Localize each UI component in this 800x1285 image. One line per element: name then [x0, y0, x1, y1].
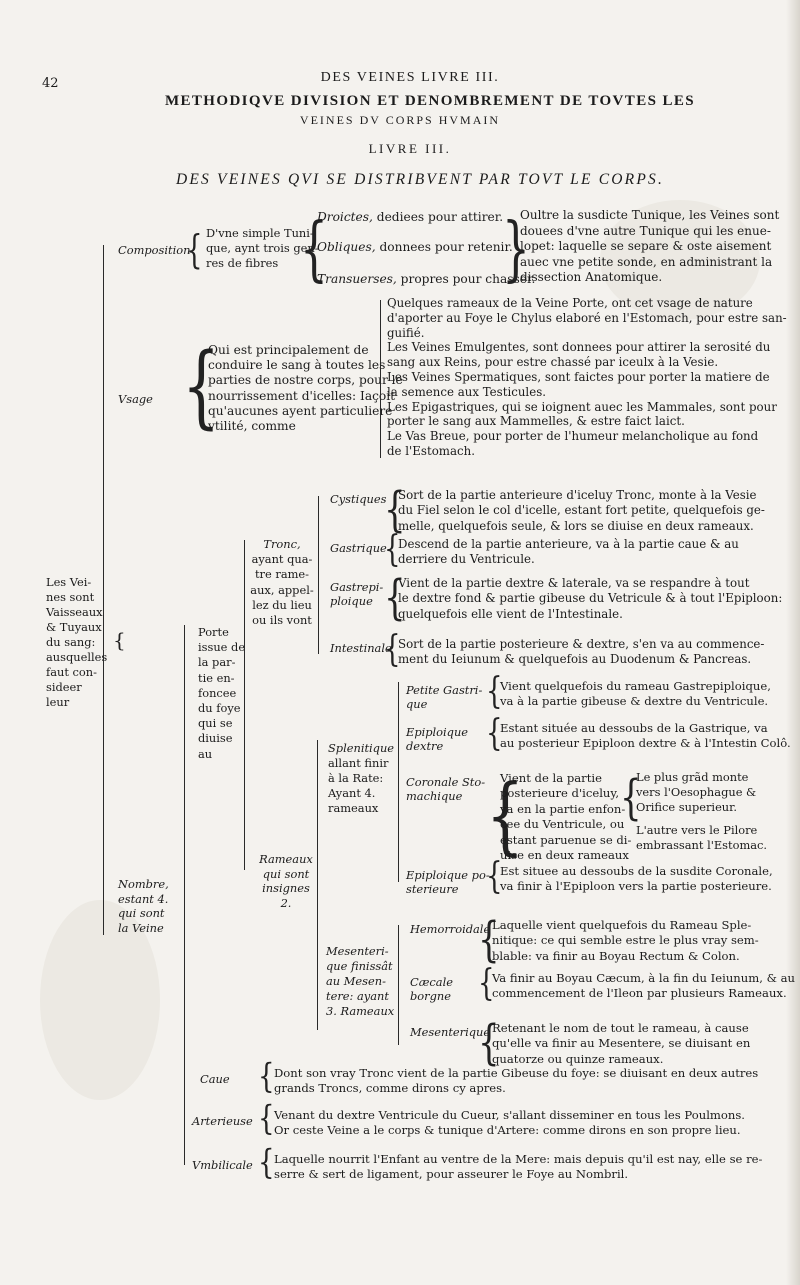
nombre-line: estant 4.: [118, 891, 169, 906]
branch-text-line: melle, quelquefois seule, & lors se diuise en deux rameaux.: [398, 518, 754, 533]
porte-line: diuise: [198, 731, 233, 746]
porte-line: Porte: [198, 625, 229, 639]
coronale-sub-line: embrassant l'Estomac.: [636, 838, 768, 852]
composition-label: Composition: [118, 243, 191, 257]
branch-brace: {: [478, 912, 500, 968]
branch-text-line: Vient quelquefois du rameau Gastrepiploique,: [500, 679, 771, 693]
usage-desc-line: Qui est principalement de: [208, 343, 369, 357]
branch-name-line: Epiploique po-: [406, 868, 490, 882]
root-line: & Tuyaux: [46, 620, 102, 634]
fibre-name: Droictes,: [317, 210, 373, 224]
porte-line: du foye: [198, 701, 241, 716]
branch-text-line: va finir à l'Epiploon vers la partie posterieure.: [500, 879, 772, 894]
mesenterique-line: Mesenteri-: [326, 944, 389, 958]
porte-line: issue de: [198, 640, 246, 655]
composition-note-line: auec vne petite sonde, en administrant la: [520, 254, 773, 269]
composition-desc-line: D'vne simple Tuni-: [206, 226, 314, 240]
composition-desc-line: res de fibres: [206, 256, 279, 270]
branch-name-line: Coronale Sto-: [406, 775, 486, 789]
splenitique-line: rameaux: [328, 801, 379, 815]
porte-line: qui se: [198, 716, 233, 731]
root-line: faut con-: [46, 665, 97, 679]
branch-text-line: quatorze ou quinze rameaux.: [492, 1051, 664, 1066]
fibre-purpose: propres pour chasser.: [396, 272, 536, 286]
mesenterique-line: tere: ayant: [326, 989, 389, 1003]
other-vein-brace: {: [258, 1099, 275, 1139]
branch-text-line: blable: va finir au Boyau Rectum & Colon.: [492, 948, 740, 963]
branch-text-line: nitique: ce qui semble estre le plus vray sem-: [492, 933, 759, 948]
branch-text-line: derriere du Ventricule.: [398, 552, 535, 567]
branch-text-line: cee du Ventricule, ou: [500, 817, 625, 832]
branch-text-line: Descend de la partie anterieure, va à la partie caue & au: [398, 537, 739, 551]
branch-name-line: Gastrepi-: [330, 580, 384, 594]
usage-item-line: Les Veines Spermatiques, sont faictes pour porter la matiere de: [387, 369, 770, 384]
other-vein-text-line: Or ceste Veine a le corps & tunique d'Artere: comme dirons en son propre lieu.: [274, 1123, 741, 1138]
branch-name-line: Petite Gastri-: [406, 683, 483, 697]
running-head: DES VEINES LIVRE III.: [320, 70, 500, 85]
nombre-line: la Veine: [118, 920, 164, 935]
tronc-line: lez du lieu: [252, 597, 312, 612]
other-vein-brace: {: [258, 1057, 275, 1097]
branch-brace: {: [486, 713, 503, 755]
usage-item-line: Quelques rameaux de la Veine Porte, ont cet vsage de nature: [387, 296, 753, 310]
nombre-line: qui sont: [118, 906, 165, 920]
branch-text-line: Vient de la partie dextre & laterale, va se respandre à tout: [398, 576, 750, 590]
tronc-line: Tronc,: [263, 537, 301, 551]
tronc-line: tre rame-: [254, 567, 309, 582]
composition-note-line: Oultre la susdicte Tunique, les Veines sont: [520, 208, 780, 222]
root-line: leur: [46, 695, 70, 709]
splenitique-line: Splenitique: [328, 741, 395, 755]
root-line: nes sont: [46, 590, 95, 604]
fibre-purpose: donnees pour retenir.: [375, 240, 513, 254]
porte-line: la par-: [198, 655, 236, 670]
splenitique-line: allant finir: [328, 756, 389, 770]
branch-text-line: va à la partie gibeuse & dextre du Ventricule.: [500, 694, 769, 709]
branch-name-line: machique: [406, 789, 463, 803]
rameaux-line: insignes: [262, 881, 310, 895]
coronale-sub-line: vers l'Oesophague &: [636, 785, 757, 799]
page-number: 42: [42, 76, 59, 91]
root-line: Les Vei-: [46, 575, 92, 589]
branch-text-line: Vient de la partie: [500, 771, 602, 785]
other-vein-text: [274, 1108, 774, 1139]
branch-brace: {: [486, 856, 503, 898]
splenitique-line: Ayant 4.: [328, 786, 376, 800]
coronale-sub-brace: {: [620, 770, 642, 826]
branch-text-line: au posterieur Epiploon dextre & à l'Intestin Colô.: [500, 736, 791, 751]
splenitique-line: à la Rate:: [328, 771, 384, 785]
branch-text-line: commencement de l'Ileon par plusieurs Rameaux.: [492, 986, 787, 1001]
usage-desc-line: qu'aucunes ayent particuliere: [208, 403, 393, 418]
fibres-brace: {: [300, 208, 328, 291]
title-line-1: METHODIQVE DIVISION ET DENOMBREMENT DE TOVTES LES: [164, 93, 696, 109]
branch-text-line: du Fiel selon le col d'icelle, estant fort petite, quelquefois ge-: [398, 503, 765, 518]
branch-text-line: quelquefois elle vient de l'Intestinale.: [398, 606, 623, 621]
note-brace: {: [502, 208, 530, 291]
branch-brace: {: [384, 529, 401, 571]
branch-brace: {: [384, 570, 406, 626]
other-vein-text-line: Dont son vray Tronc vient de la partie Gibeuse du foye: se diuisant en deux autres: [274, 1066, 759, 1080]
composition-brace: {: [186, 228, 203, 274]
nombre-line: Nombre,: [118, 877, 169, 891]
tronc-line: ayant qua-: [251, 552, 313, 567]
livre-label: LIVRE III.: [368, 141, 452, 156]
other-vein-text-line: Venant du dextre Ventricule du Cueur, s'allant disseminer en tous les Poulmons.: [274, 1108, 745, 1122]
composition-note-line: dissection Anatomique.: [520, 270, 663, 284]
coronale-sub-line: Orifice superieur.: [636, 800, 737, 814]
other-vein-text: [274, 1152, 774, 1183]
branch-name-line: borgne: [410, 989, 451, 1003]
root-term: [46, 575, 116, 710]
usage-item-line: d'aporter au Foye le Chylus elaboré en l'Estomach, pour estre san-: [387, 310, 787, 325]
branch-text-line: Retenant le nom de tout le rameau, à cause: [492, 1021, 749, 1035]
usage-desc-line: parties de nostre corps, pour le: [208, 373, 403, 388]
nombre-label: [118, 877, 188, 935]
other-vein-text-line: grands Troncs, comme dirons cy apres.: [274, 1081, 506, 1096]
other-vein-text: [274, 1066, 774, 1097]
fibre-name: Obliques,: [317, 240, 376, 254]
branch-name-line: Hemorroidale: [410, 922, 491, 936]
other-vein-brace: {: [258, 1143, 275, 1183]
other-veins: [186, 0, 786, 1285]
branch-brace: {: [478, 963, 495, 1005]
rameaux-line: qui sont: [262, 866, 310, 881]
nombre-brace-line: [184, 625, 185, 1165]
branch-text-line: le dextre fond & partie gibeuse du Vetricule & à tout l'Epiploon:: [398, 591, 783, 606]
usage-item-line: Les Epigastriques, qui se ioignent auec les Mammales, sont pour: [387, 399, 777, 414]
branch-name-line: dextre: [406, 739, 444, 753]
title-line-2: VEINES DV CORPS HVMAIN: [299, 113, 501, 127]
branch-name-line: Mesenterique: [410, 1025, 491, 1039]
composition-note-line: douees d'vne autre Tunique qui les enue-: [520, 223, 771, 238]
branch-text-line: va en la partie enfon-: [500, 801, 626, 816]
other-vein-name: Vmbilicale: [192, 1158, 253, 1172]
usage-item-line: Le Vas Breue, pour porter de l'humeur melancholique au fond: [387, 429, 759, 444]
usage-label: Vsage: [118, 392, 153, 406]
branch-text-line: ment du Ieiunum & quelquefois au Duodenum & Pancreas.: [398, 652, 752, 667]
porte-line: au: [198, 746, 213, 761]
mesenterique-line: 3. Rameaux: [326, 1004, 395, 1018]
branch-name-line: que: [406, 697, 428, 711]
main-brace-tip: {: [113, 628, 126, 652]
root-line: du sang:: [46, 635, 96, 649]
usage-desc-line: vtilité, comme: [208, 419, 296, 434]
mesenterique-line: au Mesen-: [326, 974, 386, 988]
branch-brace: {: [486, 671, 503, 713]
branch-text-line: Laquelle vient quelquefois du Rameau Sple-: [492, 918, 752, 932]
usage-item-line: sang aux Reins, pour estre chassé par iceulx à la Vesie.: [387, 355, 719, 370]
branch-name-line: ploique: [330, 594, 373, 608]
other-vein-text-line: Laquelle nourrit l'Enfant au ventre de la Mere: mais depuis qu'il est nay, elle se re-: [274, 1152, 763, 1166]
mesenterique-line: que finissât: [326, 959, 393, 973]
porte-line: foncee: [198, 685, 237, 700]
usage-item-line: porter le sang aux Mammelles, & estre faict laict.: [387, 414, 685, 429]
rameaux-line: Rameaux: [259, 852, 313, 866]
usage-item-line: de l'Estomach.: [387, 443, 475, 458]
coronale-sub-line: Le plus grãd monte: [636, 770, 749, 784]
fibre-name: Transuerses,: [317, 272, 397, 286]
tronc-line: aux, appel-: [250, 582, 314, 597]
composition-desc-line: que, aynt trois gen-: [206, 241, 319, 255]
branch-text-line: Estant située au dessoubs de la Gastrique, va: [500, 721, 768, 735]
branch-name-line: Epiploique: [406, 725, 469, 739]
composition-note-line: lopet: laquelle se separe & oste aisement: [520, 239, 772, 253]
branch-text-line: Sort de la partie anterieure d'iceluy Tronc, monte à la Vesie: [398, 488, 757, 502]
usage-brace: {: [182, 334, 221, 440]
branch-name-line: Gastrique: [330, 541, 387, 555]
usage-item-line: la semence aux Testicules.: [387, 384, 546, 399]
chapter-heading: DES VEINES QVI SE DISTRIBVENT PAR TOVT LE CORPS.: [175, 171, 665, 188]
branch-text-line: Sort de la partie posterieure & dextre, s'en va au commence-: [398, 637, 765, 651]
other-vein-name: Caue: [200, 1072, 230, 1086]
root-line: Vaisseaux: [46, 605, 103, 619]
branch-text-line: Est situee au dessoubs de la susdite Coronale,: [500, 864, 773, 878]
branch-brace: {: [384, 482, 406, 538]
branch-name-line: Cystiques: [330, 492, 387, 506]
porte-line: tie en-: [198, 670, 235, 685]
root-line: sideer: [46, 680, 82, 694]
branch-name-line: Intestinale: [330, 641, 392, 655]
fibre-purpose: dediees pour attirer.: [372, 210, 504, 224]
branch-brace: {: [384, 629, 401, 671]
root-line: ausquelles: [46, 650, 108, 664]
usage-item-line: guifié.: [387, 325, 425, 340]
branch-name-line: sterieure: [406, 882, 459, 896]
branch-name-line: Cæcale: [410, 975, 453, 989]
branch-text-line: estant paruenue se di-: [500, 832, 632, 847]
branch-brace: {: [486, 767, 525, 865]
branch-text-line: posterieure d'iceluy,: [500, 786, 620, 801]
branch-text-line: uise en deux rameaux: [500, 848, 629, 863]
coronale-sub-line: L'autre vers le Pilore: [636, 823, 758, 837]
usage-desc-line: nourrissement d'icelles: Iaçoit: [208, 388, 396, 403]
branch-text-line: Va finir au Boyau Cæcum, à la fin du Ieiunum, & au: [492, 971, 795, 985]
usage-item-line: Les Veines Emulgentes, sont donnees pour attirer la serosité du: [387, 340, 771, 355]
main-brace-line: [103, 245, 104, 935]
branch-brace: {: [478, 1015, 500, 1071]
other-vein-text-line: serre & sert de ligament, pour asseurer le Foye au Nombril.: [274, 1167, 629, 1182]
usage-desc-line: conduire le sang à toutes les: [208, 358, 386, 373]
branch-text-line: qu'elle va finir au Mesentere, se diuisant en: [492, 1036, 751, 1051]
rameaux-line: 2.: [280, 895, 292, 910]
tronc-line: ou ils vont: [252, 613, 312, 628]
other-vein-name: Arterieuse: [192, 1114, 253, 1128]
